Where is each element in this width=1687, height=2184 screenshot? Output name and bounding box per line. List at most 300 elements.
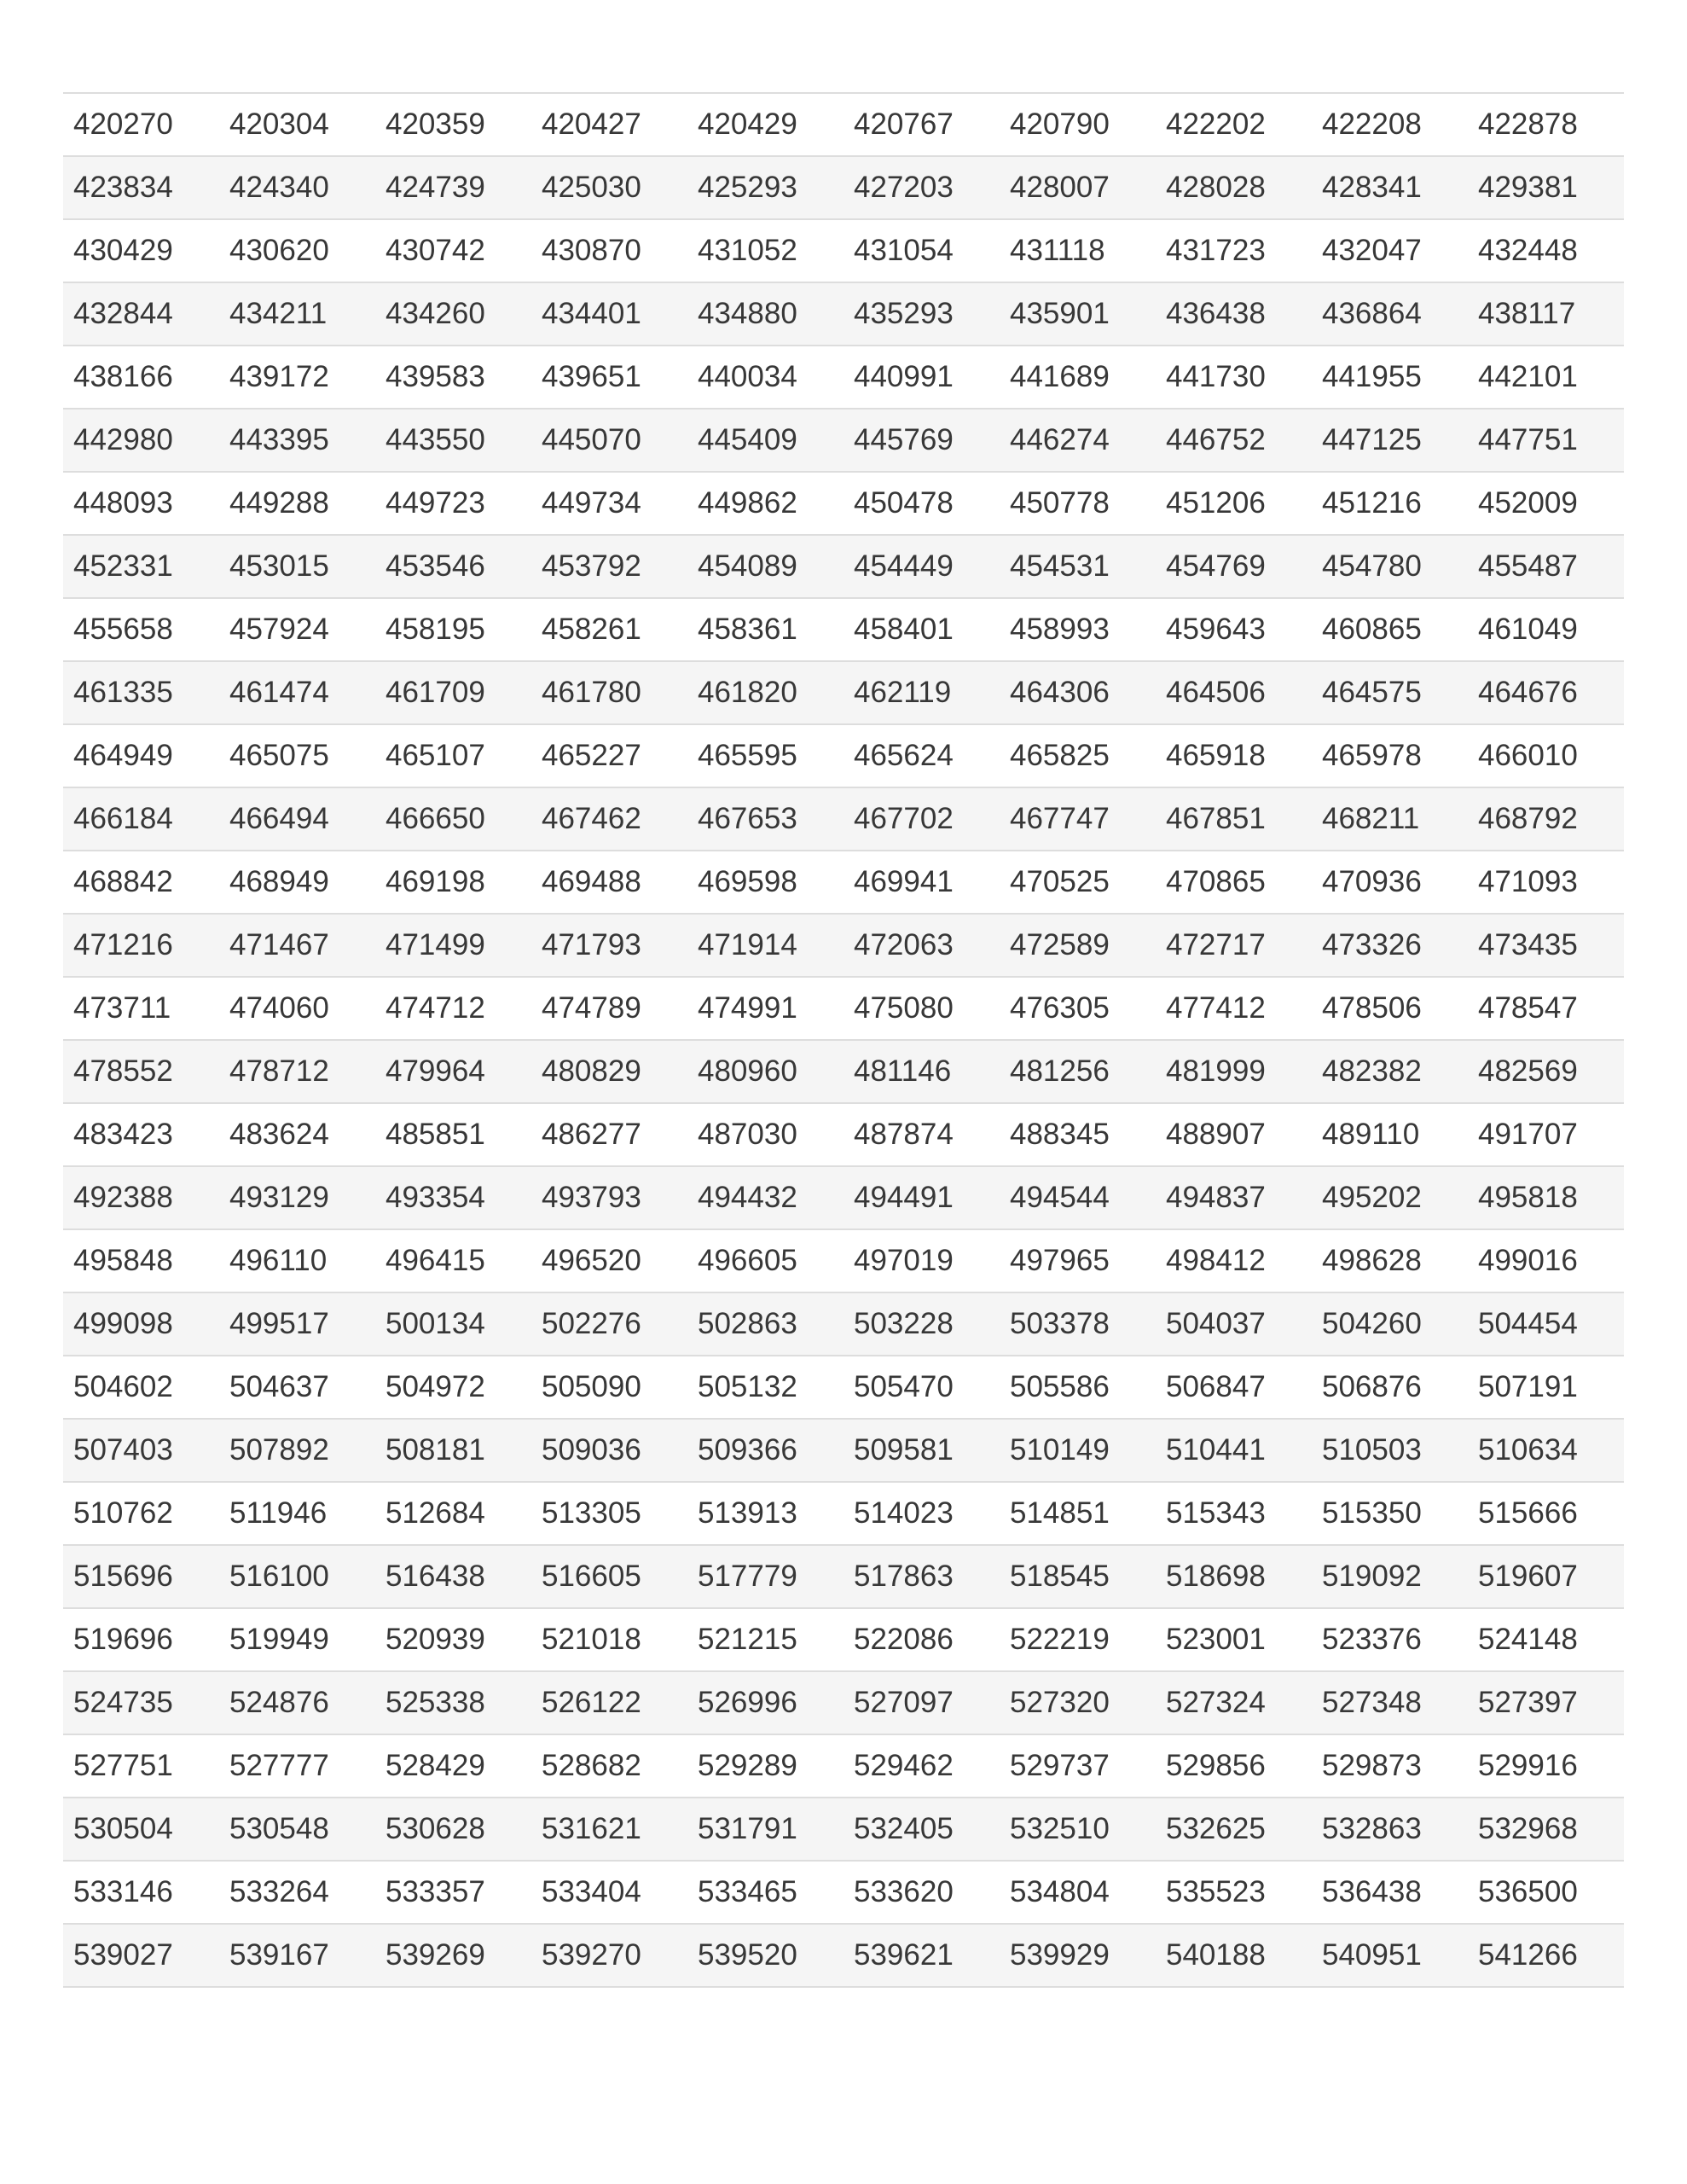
table-cell: 471093 bbox=[1468, 851, 1624, 914]
table-cell: 497019 bbox=[844, 1229, 1000, 1292]
table-cell: 495848 bbox=[63, 1229, 219, 1292]
table-cell: 505090 bbox=[531, 1356, 687, 1419]
table-cell: 491707 bbox=[1468, 1103, 1624, 1166]
table-cell: 478547 bbox=[1468, 977, 1624, 1040]
table-cell: 483624 bbox=[219, 1103, 375, 1166]
table-cell: 502863 bbox=[687, 1292, 844, 1356]
table-cell: 483423 bbox=[63, 1103, 219, 1166]
table-cell: 530628 bbox=[375, 1798, 531, 1861]
table-cell: 532968 bbox=[1468, 1798, 1624, 1861]
table-cell: 466010 bbox=[1468, 724, 1624, 787]
table-cell: 514851 bbox=[1000, 1482, 1156, 1545]
table-cell: 513305 bbox=[531, 1482, 687, 1545]
table-cell: 471467 bbox=[219, 914, 375, 977]
table-cell: 468842 bbox=[63, 851, 219, 914]
table-row bbox=[63, 1482, 1624, 1545]
table-cell: 428341 bbox=[1312, 156, 1468, 219]
table-cell: 527320 bbox=[1000, 1671, 1156, 1734]
table-cell: 434401 bbox=[531, 282, 687, 346]
table-cell: 493354 bbox=[375, 1166, 531, 1229]
table-cell: 485851 bbox=[375, 1103, 531, 1166]
table-cell: 472063 bbox=[844, 914, 1000, 977]
table-cell: 499517 bbox=[219, 1292, 375, 1356]
table-cell: 493129 bbox=[219, 1166, 375, 1229]
table-cell: 515696 bbox=[63, 1545, 219, 1608]
table-cell: 510762 bbox=[63, 1482, 219, 1545]
table-cell: 468792 bbox=[1468, 787, 1624, 851]
table-cell: 533146 bbox=[63, 1861, 219, 1924]
table-cell: 474789 bbox=[531, 977, 687, 1040]
table-cell: 540188 bbox=[1156, 1924, 1312, 1987]
table-cell: 530548 bbox=[219, 1798, 375, 1861]
table-cell: 430742 bbox=[375, 219, 531, 282]
table-cell: 447125 bbox=[1312, 409, 1468, 472]
table-cell: 480829 bbox=[531, 1040, 687, 1103]
table-cell: 499016 bbox=[1468, 1229, 1624, 1292]
table-cell: 467462 bbox=[531, 787, 687, 851]
table-cell: 476305 bbox=[1000, 977, 1156, 1040]
table-cell: 482569 bbox=[1468, 1040, 1624, 1103]
table-cell: 468949 bbox=[219, 851, 375, 914]
table-cell: 462119 bbox=[844, 661, 1000, 724]
table-cell: 529289 bbox=[687, 1734, 844, 1798]
table-row bbox=[63, 1166, 1624, 1229]
table-cell: 496605 bbox=[687, 1229, 844, 1292]
table-cell: 465227 bbox=[531, 724, 687, 787]
table-cell: 523001 bbox=[1156, 1608, 1312, 1671]
table-cell: 511946 bbox=[219, 1482, 375, 1545]
table-cell: 464575 bbox=[1312, 661, 1468, 724]
table-cell: 474060 bbox=[219, 977, 375, 1040]
table-cell: 494837 bbox=[1156, 1166, 1312, 1229]
table-row bbox=[63, 1924, 1624, 1987]
table-cell: 519949 bbox=[219, 1608, 375, 1671]
table-cell: 481146 bbox=[844, 1040, 1000, 1103]
table-cell: 512684 bbox=[375, 1482, 531, 1545]
table-cell: 481256 bbox=[1000, 1040, 1156, 1103]
table-cell: 527324 bbox=[1156, 1671, 1312, 1734]
table-cell: 531791 bbox=[687, 1798, 844, 1861]
table-row bbox=[63, 535, 1624, 598]
table-cell: 498628 bbox=[1312, 1229, 1468, 1292]
table-cell: 527777 bbox=[219, 1734, 375, 1798]
table-cell: 493793 bbox=[531, 1166, 687, 1229]
table-cell: 524876 bbox=[219, 1671, 375, 1734]
table-cell: 516605 bbox=[531, 1545, 687, 1608]
table-cell: 527097 bbox=[844, 1671, 1000, 1734]
table-row bbox=[63, 156, 1624, 219]
table-cell: 528429 bbox=[375, 1734, 531, 1798]
table-cell: 461709 bbox=[375, 661, 531, 724]
table-row bbox=[63, 346, 1624, 409]
table-cell: 529856 bbox=[1156, 1734, 1312, 1798]
table-cell: 519092 bbox=[1312, 1545, 1468, 1608]
table-cell: 469598 bbox=[687, 851, 844, 914]
table-cell: 517863 bbox=[844, 1545, 1000, 1608]
table-row bbox=[63, 851, 1624, 914]
table-cell: 464676 bbox=[1468, 661, 1624, 724]
table-cell: 510149 bbox=[1000, 1419, 1156, 1482]
table-cell: 443550 bbox=[375, 409, 531, 472]
table-cell: 504972 bbox=[375, 1356, 531, 1419]
table-cell: 517779 bbox=[687, 1545, 844, 1608]
table-cell: 470525 bbox=[1000, 851, 1156, 914]
table-cell: 519607 bbox=[1468, 1545, 1624, 1608]
table-row bbox=[63, 1356, 1624, 1419]
table-cell: 504637 bbox=[219, 1356, 375, 1419]
table-cell: 469488 bbox=[531, 851, 687, 914]
table-cell: 455487 bbox=[1468, 535, 1624, 598]
table-row bbox=[63, 977, 1624, 1040]
table-cell: 496520 bbox=[531, 1229, 687, 1292]
table-cell: 507403 bbox=[63, 1419, 219, 1482]
table-cell: 516438 bbox=[375, 1545, 531, 1608]
table-cell: 428028 bbox=[1156, 156, 1312, 219]
table-cell: 535523 bbox=[1156, 1861, 1312, 1924]
table-cell: 506876 bbox=[1312, 1356, 1468, 1419]
table-cell: 465075 bbox=[219, 724, 375, 787]
table-cell: 469198 bbox=[375, 851, 531, 914]
table-cell: 486277 bbox=[531, 1103, 687, 1166]
table-cell: 445070 bbox=[531, 409, 687, 472]
table-cell: 509581 bbox=[844, 1419, 1000, 1482]
table-cell: 515343 bbox=[1156, 1482, 1312, 1545]
table-cell: 465978 bbox=[1312, 724, 1468, 787]
table-cell: 438117 bbox=[1468, 282, 1624, 346]
table-row bbox=[63, 1671, 1624, 1734]
table-cell: 420767 bbox=[844, 93, 1000, 156]
table-row bbox=[63, 1608, 1624, 1671]
table-cell: 431052 bbox=[687, 219, 844, 282]
table-cell: 467653 bbox=[687, 787, 844, 851]
table-cell: 471499 bbox=[375, 914, 531, 977]
table-row bbox=[63, 1545, 1624, 1608]
table-cell: 452331 bbox=[63, 535, 219, 598]
table-cell: 471793 bbox=[531, 914, 687, 977]
table-cell: 526996 bbox=[687, 1671, 844, 1734]
table-cell: 420270 bbox=[63, 93, 219, 156]
table-cell: 473326 bbox=[1312, 914, 1468, 977]
table-cell: 479964 bbox=[375, 1040, 531, 1103]
table-cell: 526122 bbox=[531, 1671, 687, 1734]
table-row bbox=[63, 472, 1624, 535]
table-cell: 492388 bbox=[63, 1166, 219, 1229]
table-cell: 443395 bbox=[219, 409, 375, 472]
table-cell: 515350 bbox=[1312, 1482, 1468, 1545]
table-cell: 541266 bbox=[1468, 1924, 1624, 1987]
table-cell: 461335 bbox=[63, 661, 219, 724]
table-cell: 475080 bbox=[844, 977, 1000, 1040]
table-cell: 494491 bbox=[844, 1166, 1000, 1229]
table-cell: 467851 bbox=[1156, 787, 1312, 851]
table-cell: 508181 bbox=[375, 1419, 531, 1482]
table-cell: 474991 bbox=[687, 977, 844, 1040]
table-cell: 513913 bbox=[687, 1482, 844, 1545]
table-cell: 502276 bbox=[531, 1292, 687, 1356]
table-cell: 473435 bbox=[1468, 914, 1624, 977]
table-row bbox=[63, 1040, 1624, 1103]
table-cell: 473711 bbox=[63, 977, 219, 1040]
table-cell: 533357 bbox=[375, 1861, 531, 1924]
table-row bbox=[63, 1229, 1624, 1292]
table-cell: 441689 bbox=[1000, 346, 1156, 409]
table-row bbox=[63, 409, 1624, 472]
table-cell: 478552 bbox=[63, 1040, 219, 1103]
table-cell: 488907 bbox=[1156, 1103, 1312, 1166]
table-cell: 451206 bbox=[1156, 472, 1312, 535]
table-cell: 499098 bbox=[63, 1292, 219, 1356]
table-cell: 436864 bbox=[1312, 282, 1468, 346]
table-cell: 449862 bbox=[687, 472, 844, 535]
table-cell: 487874 bbox=[844, 1103, 1000, 1166]
table-cell: 420359 bbox=[375, 93, 531, 156]
table-cell: 425293 bbox=[687, 156, 844, 219]
table-cell: 430620 bbox=[219, 219, 375, 282]
table-cell: 520939 bbox=[375, 1608, 531, 1671]
table-cell: 510503 bbox=[1312, 1419, 1468, 1482]
table-cell: 457924 bbox=[219, 598, 375, 661]
table-cell: 525338 bbox=[375, 1671, 531, 1734]
table-cell: 451216 bbox=[1312, 472, 1468, 535]
table-cell: 539520 bbox=[687, 1924, 844, 1987]
table-cell: 487030 bbox=[687, 1103, 844, 1166]
table-cell: 532405 bbox=[844, 1798, 1000, 1861]
table-row bbox=[63, 1734, 1624, 1798]
table-cell: 465825 bbox=[1000, 724, 1156, 787]
table-cell: 461049 bbox=[1468, 598, 1624, 661]
table-cell: 424739 bbox=[375, 156, 531, 219]
table-cell: 453015 bbox=[219, 535, 375, 598]
table-cell: 427203 bbox=[844, 156, 1000, 219]
table-cell: 468211 bbox=[1312, 787, 1468, 851]
number-table bbox=[63, 92, 1624, 1988]
table-cell: 524148 bbox=[1468, 1608, 1624, 1671]
table-cell: 533465 bbox=[687, 1861, 844, 1924]
table-cell: 467702 bbox=[844, 787, 1000, 851]
number-table-body bbox=[63, 93, 1624, 1987]
table-cell: 432047 bbox=[1312, 219, 1468, 282]
table-cell: 422878 bbox=[1468, 93, 1624, 156]
table-cell: 534804 bbox=[1000, 1861, 1156, 1924]
table-cell: 423834 bbox=[63, 156, 219, 219]
table-row bbox=[63, 724, 1624, 787]
table-cell: 470865 bbox=[1156, 851, 1312, 914]
table-cell: 440991 bbox=[844, 346, 1000, 409]
table-cell: 461820 bbox=[687, 661, 844, 724]
table-cell: 461780 bbox=[531, 661, 687, 724]
table-cell: 469941 bbox=[844, 851, 1000, 914]
table-cell: 466494 bbox=[219, 787, 375, 851]
table-cell: 529462 bbox=[844, 1734, 1000, 1798]
table-cell: 420429 bbox=[687, 93, 844, 156]
table-cell: 532625 bbox=[1156, 1798, 1312, 1861]
table-cell: 474712 bbox=[375, 977, 531, 1040]
table-cell: 532863 bbox=[1312, 1798, 1468, 1861]
table-cell: 454769 bbox=[1156, 535, 1312, 598]
table-cell: 434880 bbox=[687, 282, 844, 346]
table-cell: 533404 bbox=[531, 1861, 687, 1924]
table-cell: 539167 bbox=[219, 1924, 375, 1987]
table-cell: 458401 bbox=[844, 598, 1000, 661]
table-cell: 434211 bbox=[219, 282, 375, 346]
table-cell: 505586 bbox=[1000, 1356, 1156, 1419]
table-cell: 467747 bbox=[1000, 787, 1156, 851]
table-cell: 434260 bbox=[375, 282, 531, 346]
table-cell: 464306 bbox=[1000, 661, 1156, 724]
table-cell: 494432 bbox=[687, 1166, 844, 1229]
table-cell: 448093 bbox=[63, 472, 219, 535]
table-cell: 529737 bbox=[1000, 1734, 1156, 1798]
table-cell: 466650 bbox=[375, 787, 531, 851]
table-cell: 470936 bbox=[1312, 851, 1468, 914]
table-cell: 446274 bbox=[1000, 409, 1156, 472]
table-cell: 536438 bbox=[1312, 1861, 1468, 1924]
table-cell: 439651 bbox=[531, 346, 687, 409]
table-cell: 539929 bbox=[1000, 1924, 1156, 1987]
table-cell: 536500 bbox=[1468, 1861, 1624, 1924]
table-cell: 424340 bbox=[219, 156, 375, 219]
table-cell: 449734 bbox=[531, 472, 687, 535]
table-row bbox=[63, 914, 1624, 977]
table-cell: 432844 bbox=[63, 282, 219, 346]
table-cell: 521215 bbox=[687, 1608, 844, 1671]
table-cell: 539027 bbox=[63, 1924, 219, 1987]
table-cell: 514023 bbox=[844, 1482, 1000, 1545]
table-cell: 522219 bbox=[1000, 1608, 1156, 1671]
table-cell: 505470 bbox=[844, 1356, 1000, 1419]
table-cell: 431054 bbox=[844, 219, 1000, 282]
table-cell: 458261 bbox=[531, 598, 687, 661]
table-cell: 465595 bbox=[687, 724, 844, 787]
table-cell: 522086 bbox=[844, 1608, 1000, 1671]
table-row bbox=[63, 219, 1624, 282]
table-cell: 429381 bbox=[1468, 156, 1624, 219]
table-cell: 460865 bbox=[1312, 598, 1468, 661]
table-cell: 509366 bbox=[687, 1419, 844, 1482]
table-cell: 539270 bbox=[531, 1924, 687, 1987]
table-cell: 539621 bbox=[844, 1924, 1000, 1987]
table-cell: 507892 bbox=[219, 1419, 375, 1482]
table-cell: 454780 bbox=[1312, 535, 1468, 598]
table-cell: 529873 bbox=[1312, 1734, 1468, 1798]
table-cell: 455658 bbox=[63, 598, 219, 661]
table-cell: 432448 bbox=[1468, 219, 1624, 282]
table-cell: 495202 bbox=[1312, 1166, 1468, 1229]
table-cell: 449723 bbox=[375, 472, 531, 535]
table-cell: 452009 bbox=[1468, 472, 1624, 535]
table-cell: 496415 bbox=[375, 1229, 531, 1292]
table-cell: 497965 bbox=[1000, 1229, 1156, 1292]
table-cell: 524735 bbox=[63, 1671, 219, 1734]
table-cell: 533620 bbox=[844, 1861, 1000, 1924]
table-cell: 516100 bbox=[219, 1545, 375, 1608]
table-cell: 515666 bbox=[1468, 1482, 1624, 1545]
table-cell: 431118 bbox=[1000, 219, 1156, 282]
table-cell: 527751 bbox=[63, 1734, 219, 1798]
table-row bbox=[63, 787, 1624, 851]
table-cell: 472589 bbox=[1000, 914, 1156, 977]
table-cell: 458195 bbox=[375, 598, 531, 661]
table-cell: 482382 bbox=[1312, 1040, 1468, 1103]
table-cell: 500134 bbox=[375, 1292, 531, 1356]
table-cell: 461474 bbox=[219, 661, 375, 724]
table-row bbox=[63, 661, 1624, 724]
table-cell: 454531 bbox=[1000, 535, 1156, 598]
table-cell: 422202 bbox=[1156, 93, 1312, 156]
table-cell: 439172 bbox=[219, 346, 375, 409]
table-cell: 507191 bbox=[1468, 1356, 1624, 1419]
table-cell: 445409 bbox=[687, 409, 844, 472]
table-cell: 465918 bbox=[1156, 724, 1312, 787]
table-cell: 510634 bbox=[1468, 1419, 1624, 1482]
table-cell: 518545 bbox=[1000, 1545, 1156, 1608]
table-cell: 454449 bbox=[844, 535, 1000, 598]
table-cell: 450478 bbox=[844, 472, 1000, 535]
table-cell: 465107 bbox=[375, 724, 531, 787]
table-cell: 459643 bbox=[1156, 598, 1312, 661]
table-cell: 523376 bbox=[1312, 1608, 1468, 1671]
table-cell: 420790 bbox=[1000, 93, 1156, 156]
table-cell: 532510 bbox=[1000, 1798, 1156, 1861]
table-cell: 466184 bbox=[63, 787, 219, 851]
table-cell: 481999 bbox=[1156, 1040, 1312, 1103]
table-cell: 442980 bbox=[63, 409, 219, 472]
table-cell: 521018 bbox=[531, 1608, 687, 1671]
table-cell: 478712 bbox=[219, 1040, 375, 1103]
table-cell: 471216 bbox=[63, 914, 219, 977]
table-cell: 465624 bbox=[844, 724, 1000, 787]
table-cell: 471914 bbox=[687, 914, 844, 977]
table-cell: 442101 bbox=[1468, 346, 1624, 409]
table-cell: 509036 bbox=[531, 1419, 687, 1482]
table-cell: 436438 bbox=[1156, 282, 1312, 346]
table-row bbox=[63, 1292, 1624, 1356]
table-row bbox=[63, 1103, 1624, 1166]
table-row bbox=[63, 1419, 1624, 1482]
table-cell: 503228 bbox=[844, 1292, 1000, 1356]
table-cell: 420304 bbox=[219, 93, 375, 156]
table-row bbox=[63, 93, 1624, 156]
table-cell: 453792 bbox=[531, 535, 687, 598]
table-cell: 494544 bbox=[1000, 1166, 1156, 1229]
table-row bbox=[63, 598, 1624, 661]
table-cell: 488345 bbox=[1000, 1103, 1156, 1166]
table-cell: 504602 bbox=[63, 1356, 219, 1419]
table-cell: 438166 bbox=[63, 346, 219, 409]
table-cell: 528682 bbox=[531, 1734, 687, 1798]
table-cell: 480960 bbox=[687, 1040, 844, 1103]
table-cell: 495818 bbox=[1468, 1166, 1624, 1229]
table-cell: 472717 bbox=[1156, 914, 1312, 977]
table-row bbox=[63, 1861, 1624, 1924]
table-cell: 449288 bbox=[219, 472, 375, 535]
table-cell: 505132 bbox=[687, 1356, 844, 1419]
table-cell: 453546 bbox=[375, 535, 531, 598]
table-cell: 441955 bbox=[1312, 346, 1468, 409]
table-cell: 518698 bbox=[1156, 1545, 1312, 1608]
table-cell: 510441 bbox=[1156, 1419, 1312, 1482]
table-cell: 458361 bbox=[687, 598, 844, 661]
table-cell: 441730 bbox=[1156, 346, 1312, 409]
table-cell: 527397 bbox=[1468, 1671, 1624, 1734]
table-cell: 435293 bbox=[844, 282, 1000, 346]
table-cell: 464506 bbox=[1156, 661, 1312, 724]
table-cell: 447751 bbox=[1468, 409, 1624, 472]
table-cell: 527348 bbox=[1312, 1671, 1468, 1734]
table-cell: 478506 bbox=[1312, 977, 1468, 1040]
table-cell: 533264 bbox=[219, 1861, 375, 1924]
table-cell: 504260 bbox=[1312, 1292, 1468, 1356]
